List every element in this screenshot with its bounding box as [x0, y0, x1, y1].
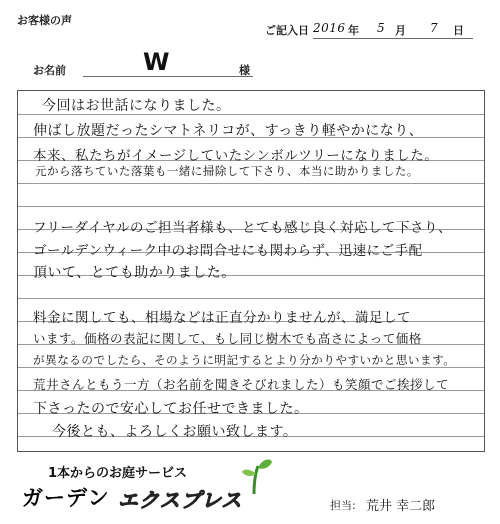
staff-name: 荒井 幸二郎: [366, 499, 436, 514]
comment-line: 下さったので安心してお任せできました。: [33, 401, 309, 417]
comment-line: ゴールデンウィーク中のお問合せにも関わらず、迅速にご手配: [33, 243, 423, 259]
month-unit: 月: [395, 24, 406, 37]
name-underline: [83, 76, 253, 77]
comment-line: 元から落ちていた落葉も一緒に掃除して下さり、本当に助かりました。: [35, 164, 419, 178]
date-field: [265, 20, 475, 40]
voice-label: お客様の声: [17, 14, 72, 27]
brand-logo: [18, 462, 318, 522]
brand-name-accent: エクスプレス: [118, 488, 243, 512]
comment-line: 今回はお世話になりました。: [42, 98, 231, 114]
comment-line: フリーダイヤルのご担当者様も、とても感じ良く対応して下さり、: [33, 220, 453, 236]
brand-name-main: ガーデン: [22, 486, 110, 510]
name-label: お名前: [33, 64, 66, 77]
comment-line: 本来、私たちがイメージしていたシンボルツリーになりました。: [33, 148, 439, 164]
comment-line: が異なるのでしたら、そのように明記するとより分かりやすいかと思います。: [33, 353, 456, 367]
comment-line: 料金に関しても、相場などは正直分かりませんが、満足して: [33, 310, 411, 326]
year-unit: 年: [348, 24, 359, 37]
ruled-line: [18, 183, 484, 184]
comment-line: 荒井さんともう一方（お名前を聞きそびれました）も笑顔でご挨拶して: [33, 377, 450, 392]
sprout-icon: [240, 456, 274, 496]
comment-line: います。価格の表記に関して、もし同じ樹木でも高さによって価格: [33, 331, 422, 346]
date-year: 2016: [313, 21, 346, 35]
honorific: 様: [239, 64, 250, 77]
comment-line: 頂いて、とても助かりました。: [33, 265, 236, 281]
staff-label: 担当:: [330, 499, 356, 512]
ruled-line: [18, 298, 484, 299]
comment-line: 伸ばし放題だったシマトネリコが、すっきり軽やかになり、: [33, 123, 424, 139]
comment-line: 今後とも、よろしくお願い致します。: [52, 424, 298, 440]
brand-tagline: 1本からのお庭サービス: [48, 466, 188, 481]
date-day: 7: [430, 21, 439, 35]
date-label: ご記入日: [265, 24, 309, 37]
date-month: 5: [377, 21, 386, 35]
name-value: W: [143, 48, 170, 76]
name-field: [33, 50, 283, 80]
day-unit: 日: [453, 24, 464, 37]
date-underline: [313, 38, 473, 39]
ruled-line: [18, 206, 484, 207]
